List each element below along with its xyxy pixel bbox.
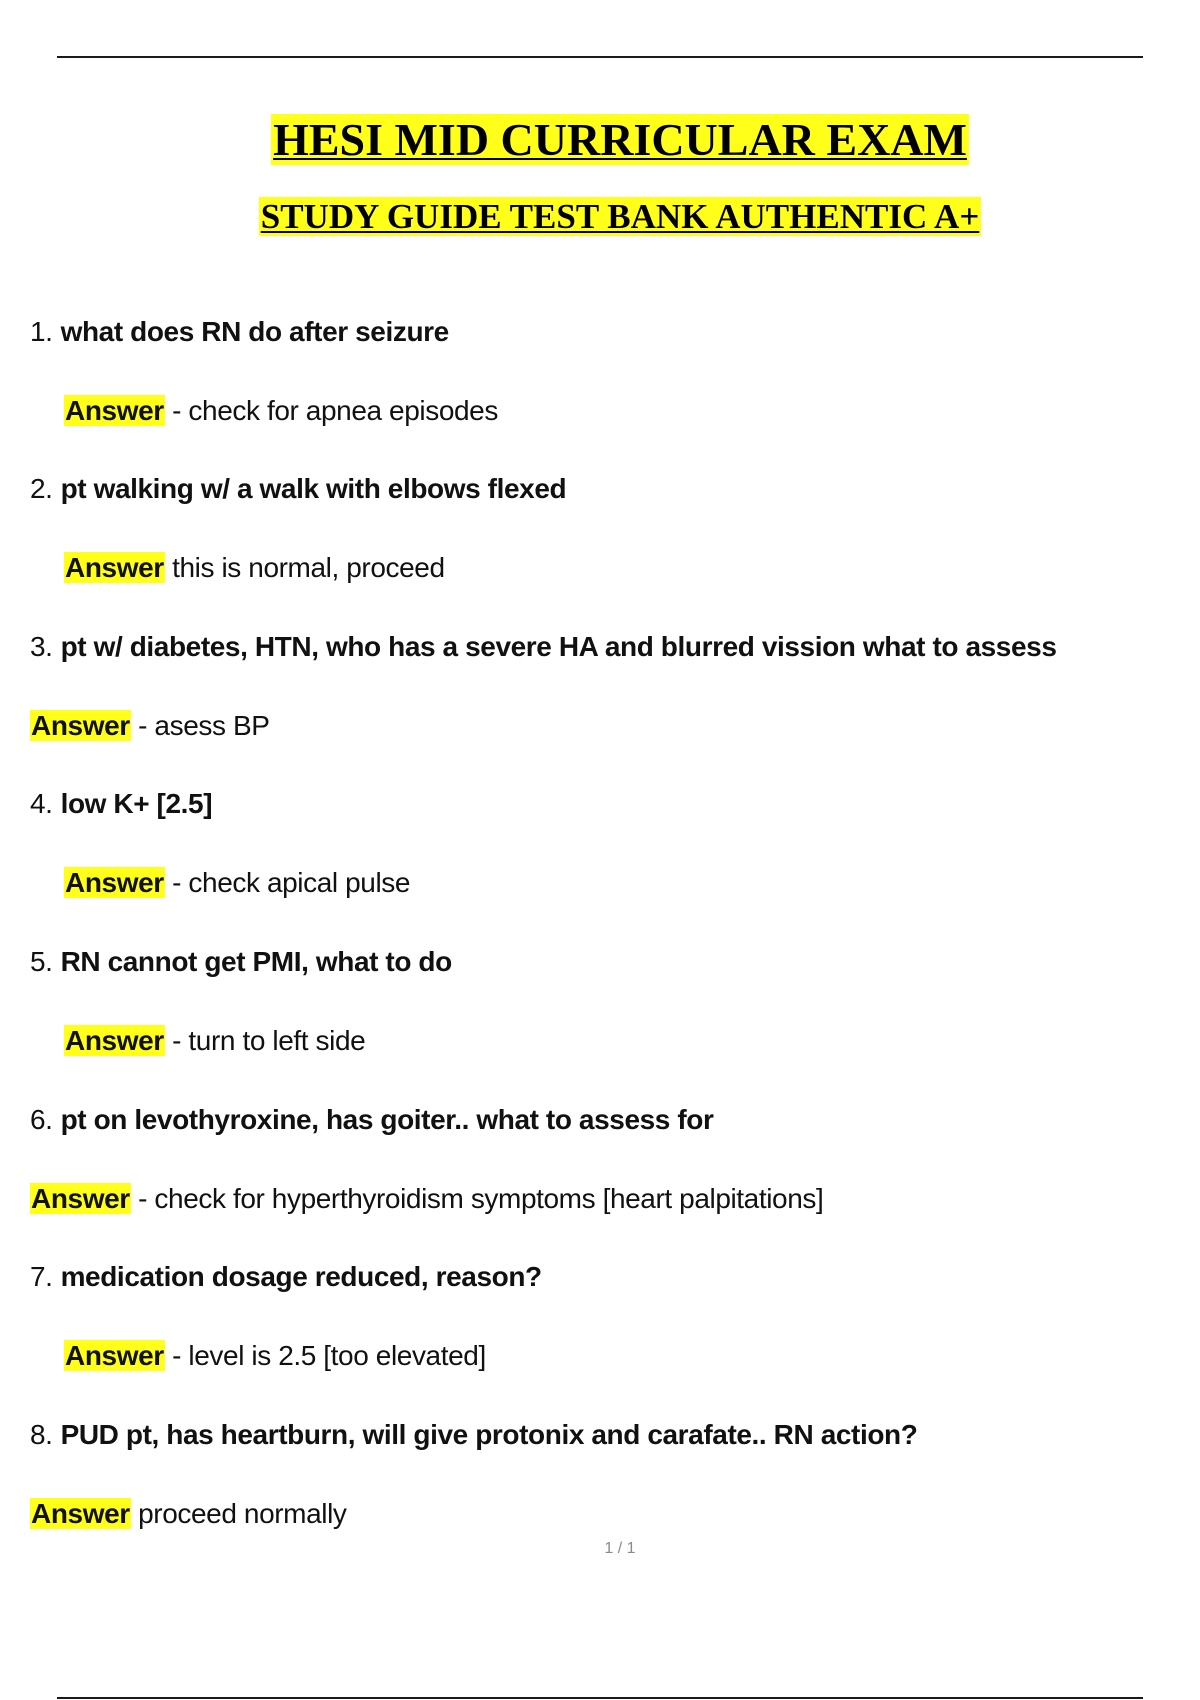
question-2: 2. pt walking w/ a walk with elbows flexed	[30, 473, 567, 504]
question-4: 4. low K+ [2.5]	[30, 788, 213, 819]
question-7: 7. medication dosage reduced, reason?	[30, 1261, 542, 1292]
answer-3: Answer - asess BP	[31, 710, 270, 741]
question-5: 5. RN cannot get PMI, what to do	[30, 946, 452, 977]
question-3: 3. pt w/ diabetes, HTN, who has a severe HA and blurred vission what to assess	[30, 631, 1057, 662]
document-subtitle: STUDY GUIDE TEST BANK AUTHENTIC A+	[260, 197, 980, 236]
question-6: 6. pt on levothyroxine, has goiter.. what to assess for	[30, 1104, 714, 1135]
answer-7: Answer - level is 2.5 [too elevated]	[65, 1340, 486, 1371]
bottom-rule	[57, 1697, 1143, 1699]
question-8: 8. PUD pt, has heartburn, will give protonix and carafate.. RN action?	[30, 1419, 918, 1450]
answer-label: Answer	[65, 1025, 164, 1056]
document-title: HESI MID CURRICULAR EXAM	[273, 114, 967, 165]
answer-4: Answer - check apical pulse	[65, 867, 411, 898]
answer-label: Answer	[65, 1340, 164, 1371]
answer-label: Answer	[31, 1183, 130, 1214]
answer-label: Answer	[31, 1498, 130, 1529]
answer-8: Answer proceed normally	[31, 1498, 347, 1529]
answer-label: Answer	[65, 552, 164, 583]
answer-5: Answer - turn to left side	[65, 1025, 366, 1056]
question-1: 1. what does RN do after seizure	[30, 316, 449, 347]
top-rule	[57, 56, 1143, 58]
answer-2: Answer this is normal, proceed	[65, 552, 445, 583]
page-indicator: 1 / 1	[604, 1540, 636, 1557]
answer-label: Answer	[65, 395, 164, 426]
answer-label: Answer	[65, 867, 164, 898]
answer-1: Answer - check for apnea episodes	[65, 395, 498, 426]
answer-label: Answer	[31, 710, 130, 741]
answer-6: Answer - check for hyperthyroidism symptoms [heart palpitations]	[31, 1183, 824, 1214]
